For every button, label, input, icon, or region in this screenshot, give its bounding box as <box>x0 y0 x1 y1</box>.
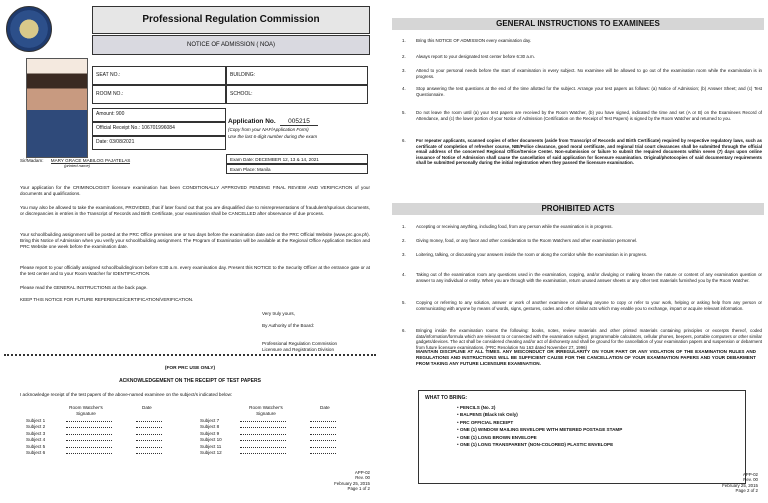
cut-line <box>4 354 376 356</box>
date-line <box>310 434 336 435</box>
signature-line <box>66 434 112 435</box>
prohibited-acts-title: PROHIBITED ACTS <box>392 203 764 215</box>
item-number: 6. <box>402 138 406 143</box>
item-text: Bringing inside the examination rooms the following: books, notes, review materials and other printed materials containing principles or excerpts thereof, coded data/information/formula which are relevant to or connected with the examination subject, programmable calculators, cellular phones, beepers, portable computers or other similar gadgets/devices. The act shall be considered cheating and/or act of dishonesty and shall be ground for the cancellation of your examination papers and suspension or debarment from future licensure examinations. (PRC Resolution No 163 dated November 27, 1996) <box>416 328 762 350</box>
item-number: 1. <box>402 38 406 43</box>
signature-line <box>240 453 286 454</box>
bring-list <box>457 404 622 448</box>
subject-label: Subject 10 <box>200 437 222 443</box>
signature-line <box>66 427 112 428</box>
subject-label: Subject 12 <box>200 450 222 456</box>
item-text: Taking out of the examination room any questions used in the examination, copying, and/or divulging or making known the nature or content of any examination question or answer to any individual or entity. When you are through with the examination, return unused answer sheets or any other test materials furnished you by the Room Watcher. <box>416 272 762 283</box>
date-line <box>136 427 162 428</box>
footer-line: February 25, 2015 <box>722 482 758 488</box>
date-header-left: Date <box>142 405 152 410</box>
item-number: 4. <box>402 272 406 277</box>
subjects-left <box>26 418 162 456</box>
item-number: 2. <box>402 238 406 243</box>
footer-line: February 25, 2015 <box>334 480 370 486</box>
seat-field: SEAT NO.: <box>92 66 226 85</box>
rw-sig-header-left: Room Watcher's Signature <box>69 405 103 416</box>
date-line <box>136 453 162 454</box>
building-field: BUILDING: <box>226 66 368 85</box>
item-text: Attend to your personal needs before the start of examination in every subject. No examinee will be allowed to go out of the examination room while the examination is in progress. <box>416 68 762 79</box>
item-text: Do not leave the room until (a) your test papers are received by the Room Watcher, (b) you have signed, indicated the time and set (A or B) on the Examinees Record of Attendance, and (c) the lower portion of your Notice of Admission (Certification on the Receipt of Test Papers) is signed by the Room Watcher and returned to you. <box>416 110 762 121</box>
amount-field: Amount: 900 <box>92 108 226 122</box>
date-header-right: Date <box>320 405 330 410</box>
item-number: 3. <box>402 68 406 73</box>
item-text: Copying or referring to any solution, answer or work of another examinee or allowing anyone to copy or refer to your work, helping or asking help from any person or communicating with anyone by means of words, signs, gestures, codes and other similar acts which may enable you to exchange, impart or acquire relevant information. <box>416 300 762 311</box>
date-line <box>310 440 336 441</box>
closing-line: Very truly yours, <box>262 311 295 316</box>
signature-line <box>66 440 112 441</box>
commission-title: Professional Regulation Commission <box>92 6 370 34</box>
subject-label: Subject 3 <box>26 430 46 436</box>
subjects-right <box>200 418 336 456</box>
item-text: Stop answering the test questions at the end of the time allotted for the subject. Arrange your test papers as follows: (a) Notice of Admission; (b) Answer Sheet; and (c) Test Questionnaire. <box>416 86 762 97</box>
date-field: Date: 03/08/2021 <box>92 136 226 150</box>
exam-date-field: Exam Date: DECEMBER 12, 13 & 14, 2021 <box>226 154 368 164</box>
provided-paragraph: You may also be allowed to take the examinations, PROVIDED, that if later found out that you are disqualified due to misrepresentations of fraudulent/spurious documents, or discrepancies in entries in the Transcript of Records and Birth Certificate, your examination shall be CANCELLED after observance of due process. <box>20 205 370 216</box>
prc-seal-icon <box>6 6 52 52</box>
item-text: Bring this NOTICE OF ADMISSION every examination day. <box>416 38 532 43</box>
signature-line <box>240 440 286 441</box>
bring-title: WHAT TO BRING: <box>425 395 468 401</box>
bring-item: • ONE (1) LONG TRANSPARENT (NON-COLORED) PLASTIC ENVELOPE <box>457 442 614 448</box>
examinee-name: MARY GRACE MABILOG PAJATELAS <box>50 158 131 163</box>
closing-line: Licensure and Registration Division <box>262 347 335 352</box>
examinee-photo <box>26 58 88 158</box>
subject-label: Subject 9 <box>200 430 220 436</box>
subject-label: Subject 1 <box>26 418 46 423</box>
date-line <box>310 453 336 454</box>
approval-paragraph: Your application for the CRIMINOLOGIST licensure examination has been CONDITIONALLY APPROVED PENDING FINAL REVIEW AND VERIFICATION of your documents and qualifications. <box>20 185 370 196</box>
signature-line <box>240 427 286 428</box>
subject-label: Subject 5 <box>26 443 46 449</box>
signature-line <box>66 421 112 422</box>
room-field: ROOM NO.: <box>92 85 226 104</box>
school-field: SCHOOL: <box>226 85 368 104</box>
footer-line: Page 1 of 2 <box>347 486 370 492</box>
closing-line: By Authority of the Board: <box>262 323 315 328</box>
date-line <box>136 434 162 435</box>
item-text: Always report to your designated test center before 6:30 a.m. <box>416 54 535 59</box>
exam-place-field: Exam Place: Manila <box>226 164 368 174</box>
keep-notice-paragraph: KEEP THIS NOTICE FOR FUTURE REFERENCE/CERTIFICATION/VERIFICATION. <box>20 297 194 302</box>
discipline-warning: MAINTAIN DISCIPLINE AT ALL TIMES. ANY MISCONDUCT OR IRREGULARITY ON YOUR PART OR ANY VIOLATION OF THE EXAMINATION RULES AND REGULATIONS AND INSTRUCTIONS WILL BE SUFFICIENT CAUSE FOR THE CANCELLATION OF YOUR EXAMINATION PAPERS AND YOUR DEBARMENT FROM TAKING ANY FUTURE LICENSURE EXAMINATION. <box>416 349 756 366</box>
item-number: 6. <box>402 328 406 333</box>
report-paragraph: Please report to your officially assigned school/building/room before 6:30 a.m. every examination day. Present this NOTICE to the Security Officer at the entrance gate or at the test center and to your Room Watcher for IDENTIFICATION. <box>20 265 370 276</box>
footer-line: APP-02 <box>742 472 758 477</box>
subject-label: Subject 6 <box>26 450 46 456</box>
digit-note: Use the last 6-digit number during the exam <box>228 134 318 139</box>
date-line <box>310 447 336 448</box>
closing-line: Professional Regulation Commission <box>262 341 338 346</box>
item-text: Accepting or receiving anything, including food, from any person while the examination is in progress. <box>416 224 613 229</box>
signature-line <box>240 434 286 435</box>
item-number: 2. <box>402 54 406 59</box>
bring-item: • ONE (1) LONG BROWN ENVELOPE <box>457 434 537 440</box>
subject-label: Subject 4 <box>26 437 46 443</box>
bring-item: • PENCILS (No. 2) <box>457 405 496 410</box>
item-number: 1. <box>402 224 406 229</box>
bring-item: • BALPENS (Black Ink Only) <box>457 412 518 418</box>
bring-item: • ONE (1) WINDOW MAILING ENVELOPE WITH METERED POSTAGE STAMP <box>457 427 623 433</box>
date-line <box>136 421 162 422</box>
printed-name-label: (printed name) <box>64 163 91 168</box>
page2-footer <box>722 472 758 494</box>
assignment-paragraph: Your school/building assignment will be posted at the PRC Office premises one or two days before the examination date and on the PRC Official Website (www.prc.gov.ph). Bring this Notice of Admission when you verify your school/building assignment. The Program of Examination will be available at the Regional Office Application Section and PRC Website one week before the examination date. <box>20 232 370 249</box>
item-number: 4. <box>402 86 406 91</box>
subject-row <box>200 450 336 456</box>
item-number: 5. <box>402 110 406 115</box>
subject-label: Subject 2 <box>26 424 46 430</box>
item-text: For repeater applicants, scanned copies of other documents (aside from Transcript of Records and Birth Certificate) required by respective regulatory laws, such as certificate of completion of refresher course, NBI/Police clearance, good moral certificate, and regional trial court clearances shall be submitted through the official email address of the concerned Regional Office/Service Center. Non-submission or failure to submit the required documents within seven (7) days upon online issuance of Notice of Admission shall cause the cancellation of said application for licensure examination. Original/photocopies of said documentary requirements shall be submitted personally during the initial registration when they passed the licensure examination. <box>416 138 762 166</box>
footer-line: Rev. 00 <box>355 475 370 481</box>
date-line <box>136 440 162 441</box>
signature-line <box>240 447 286 448</box>
copy-note: (Copy from your NAF/Application Form) <box>228 127 309 132</box>
subject-label: Subject 8 <box>200 424 220 430</box>
page-1 <box>0 0 380 503</box>
rw-sig-header-right: Room Watcher's Signature <box>249 405 283 416</box>
notice-title: NOTICE OF ADMISSION ( NOA) <box>92 35 370 55</box>
footer-line: Page 2 of 2 <box>735 488 758 494</box>
prc-use-label: (FOR PRC USE ONLY) <box>164 366 216 371</box>
what-to-bring-box <box>418 390 746 484</box>
signature-line <box>66 447 112 448</box>
receipt-field: Official Receipt No.: 106701996084 <box>92 122 226 136</box>
signature-line <box>240 421 286 422</box>
ack-text: I acknowledge receipt of the test papers of the above-named examinee on the subject/s indicated below: <box>20 392 233 397</box>
item-text: Loitering, talking, or discussing your answers inside the room or along the corridor while the examination is in progress. <box>416 252 648 257</box>
subject-row <box>26 450 162 456</box>
item-number: 3. <box>402 252 406 257</box>
page-2 <box>388 0 768 503</box>
date-line <box>310 427 336 428</box>
closing-block <box>262 311 337 353</box>
read-instructions-paragraph: Please read the GENERAL INSTRUCTIONS at the back page. <box>20 285 148 290</box>
ack-title: ACKNOWLEDGEMENT ON THE RECEIPT OF TEST PAPERS <box>119 378 261 384</box>
footer-line: Rev. 00 <box>743 477 758 483</box>
item-text: Giving money, food, or any favor and other consideration to the Room Watchers and other examination personnel. <box>416 238 638 243</box>
footer-line: APP-02 <box>354 470 370 475</box>
bring-item: • PRC OFFICIAL RECEIPT <box>457 419 514 425</box>
signature-line <box>66 453 112 454</box>
salutation: Sir/Madam: <box>20 158 44 163</box>
app-no-value: 005215 <box>280 118 318 126</box>
general-instructions-title: GENERAL INSTRUCTIONS TO EXAMINEES <box>392 18 764 30</box>
subject-label: Subject 11 <box>200 443 222 449</box>
date-line <box>136 447 162 448</box>
subject-label: Subject 7 <box>200 418 220 423</box>
date-line <box>310 421 336 422</box>
item-number: 5. <box>402 300 406 305</box>
page1-footer <box>334 470 370 492</box>
app-no-label: Application No. <box>228 118 276 125</box>
